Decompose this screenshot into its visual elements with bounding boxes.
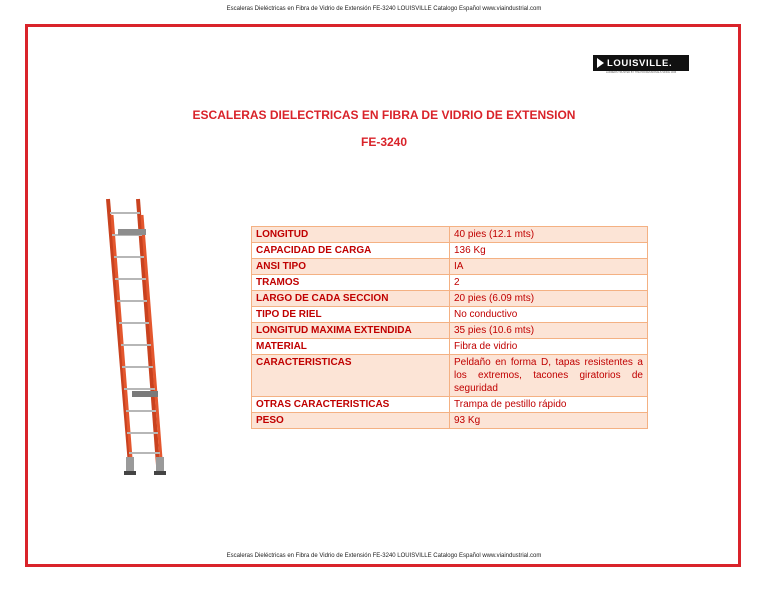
spec-label: PESO	[252, 413, 450, 429]
table-row	[252, 291, 648, 307]
spec-label: MATERIAL	[252, 339, 450, 355]
table-row	[252, 339, 648, 355]
logo-text: LOUISVILLE.	[607, 57, 673, 69]
spec-value: 40 pies (12.1 mts)	[450, 227, 648, 243]
spec-value: 20 pies (6.09 mts)	[450, 291, 648, 307]
spec-value: 35 pies (10.6 mts)	[450, 323, 648, 339]
page-footer-text: Escaleras Dieléctricas en Fibra de Vidrio de Extensión FE-3240 LOUISVILLE Catalogo Español www.viaindustrial.com	[226, 553, 542, 559]
spec-label: LONGITUD MAXIMA EXTENDIDA	[252, 323, 450, 339]
extension-ladder-image	[100, 195, 170, 477]
spec-value: Peldaño en forma D, tapas resistentes a los extremos, tacones giratorios de seguridad	[450, 355, 648, 397]
model-number: FE-3240	[360, 135, 408, 149]
spec-label: LARGO DE CADA SECCION	[252, 291, 450, 307]
table-row	[252, 243, 648, 259]
spec-label: OTRAS CARACTERISTICAS	[252, 397, 450, 413]
spec-label: TRAMOS	[252, 275, 450, 291]
table-row	[252, 275, 648, 291]
table-row	[252, 355, 648, 397]
table-row	[252, 259, 648, 275]
table-row	[252, 307, 648, 323]
louisville-logo	[593, 55, 689, 71]
spec-value: Fibra de vidrio	[450, 339, 648, 355]
table-row	[252, 323, 648, 339]
logo-tagline: LADDERS TRUSTED BY THE PROFESSIONALS SINCE 1946	[605, 71, 677, 74]
specifications-table	[251, 226, 648, 429]
table-row	[252, 413, 648, 429]
document-title: ESCALERAS DIELECTRICAS EN FIBRA DE VIDRIO DE EXTENSION	[192, 108, 576, 122]
spec-value: No conductivo	[450, 307, 648, 323]
table-row	[252, 227, 648, 243]
spec-value: IA	[450, 259, 648, 275]
logo-arrow-icon	[597, 58, 604, 68]
spec-label: ANSI TIPO	[252, 259, 450, 275]
spec-label: CAPACIDAD DE CARGA	[252, 243, 450, 259]
spec-value: 93 Kg	[450, 413, 648, 429]
page-header-text: Escaleras Dieléctricas en Fibra de Vidrio de Extensión FE-3240 LOUISVILLE Catalogo Español www.viaindustrial.com	[226, 6, 542, 12]
spec-value: 2	[450, 275, 648, 291]
spec-label: LONGITUD	[252, 227, 450, 243]
table-row	[252, 397, 648, 413]
spec-value: Trampa de pestillo rápido	[450, 397, 648, 413]
spec-label: TIPO DE RIEL	[252, 307, 450, 323]
spec-value: 136 Kg	[450, 243, 648, 259]
spec-label: CARACTERISTICAS	[252, 355, 450, 397]
